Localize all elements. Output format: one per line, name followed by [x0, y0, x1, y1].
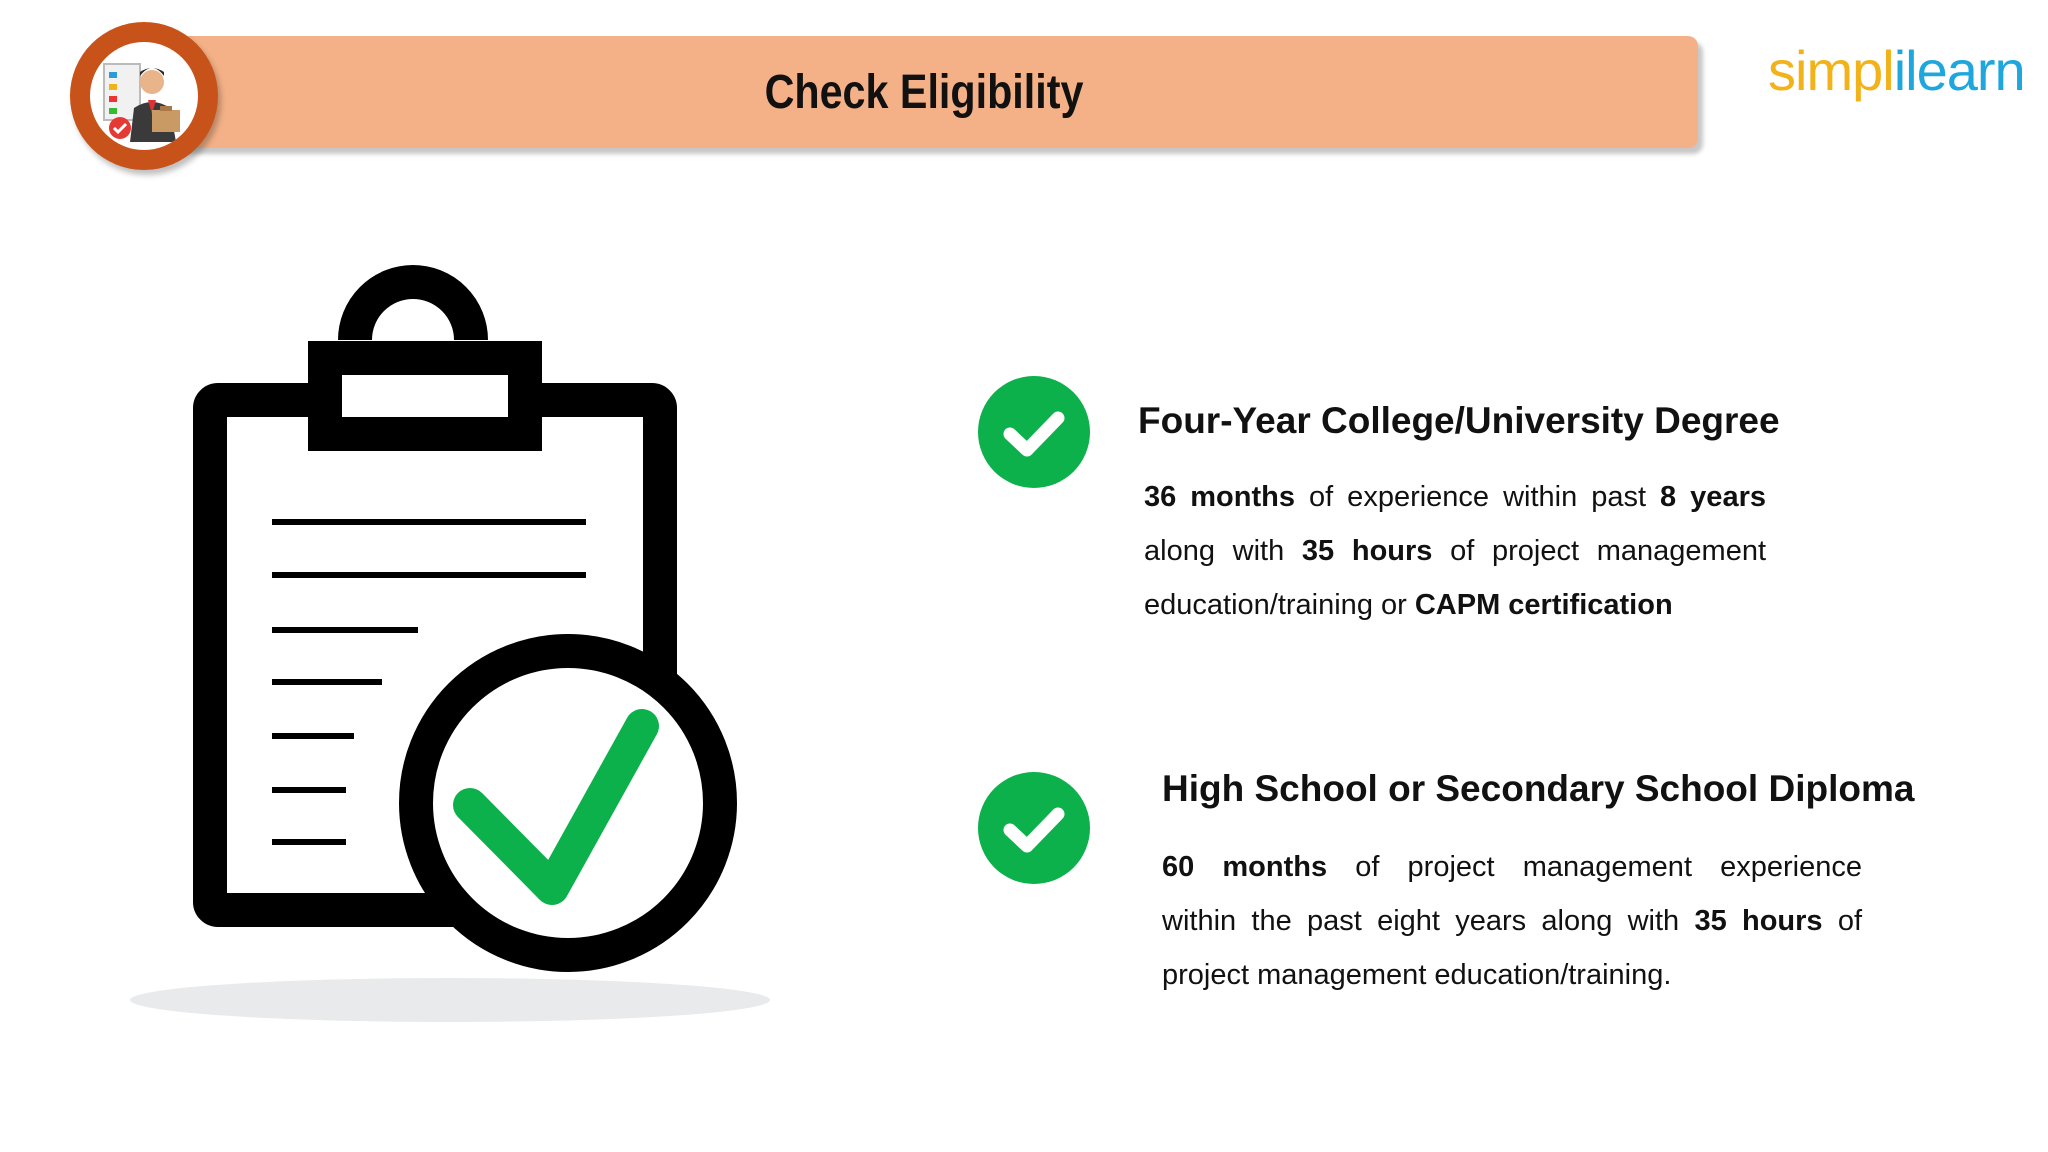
- criterion-description: [1144, 470, 1766, 632]
- simplilearn-logo: simplilearn: [1768, 39, 2025, 102]
- description-line: along with 35 hours of project management: [1144, 535, 1767, 567]
- description-line: education/training or CAPM certification: [1144, 589, 1673, 621]
- criterion-title: High School or Secondary School Diploma: [1162, 768, 1915, 809]
- businessman-checklist-icon: [90, 42, 198, 150]
- check-circle-icon: [978, 376, 1090, 488]
- description-line: within the past eight years along with 35 hours of: [1162, 905, 1863, 937]
- description-line: 36 months of experience within past 8 years: [1144, 481, 1766, 513]
- criterion-title: Four-Year College/University Degree: [1138, 400, 1780, 441]
- check-circle-icon: [978, 772, 1090, 884]
- criterion-description: [1162, 840, 1862, 1002]
- clipboard-check-icon: [110, 260, 790, 1045]
- page-title: Check Eligibility: [764, 65, 1084, 119]
- description-line: project management education/training.: [1162, 959, 1672, 991]
- header-badge: [70, 22, 218, 170]
- description-line: 60 months of project management experience: [1162, 851, 1862, 883]
